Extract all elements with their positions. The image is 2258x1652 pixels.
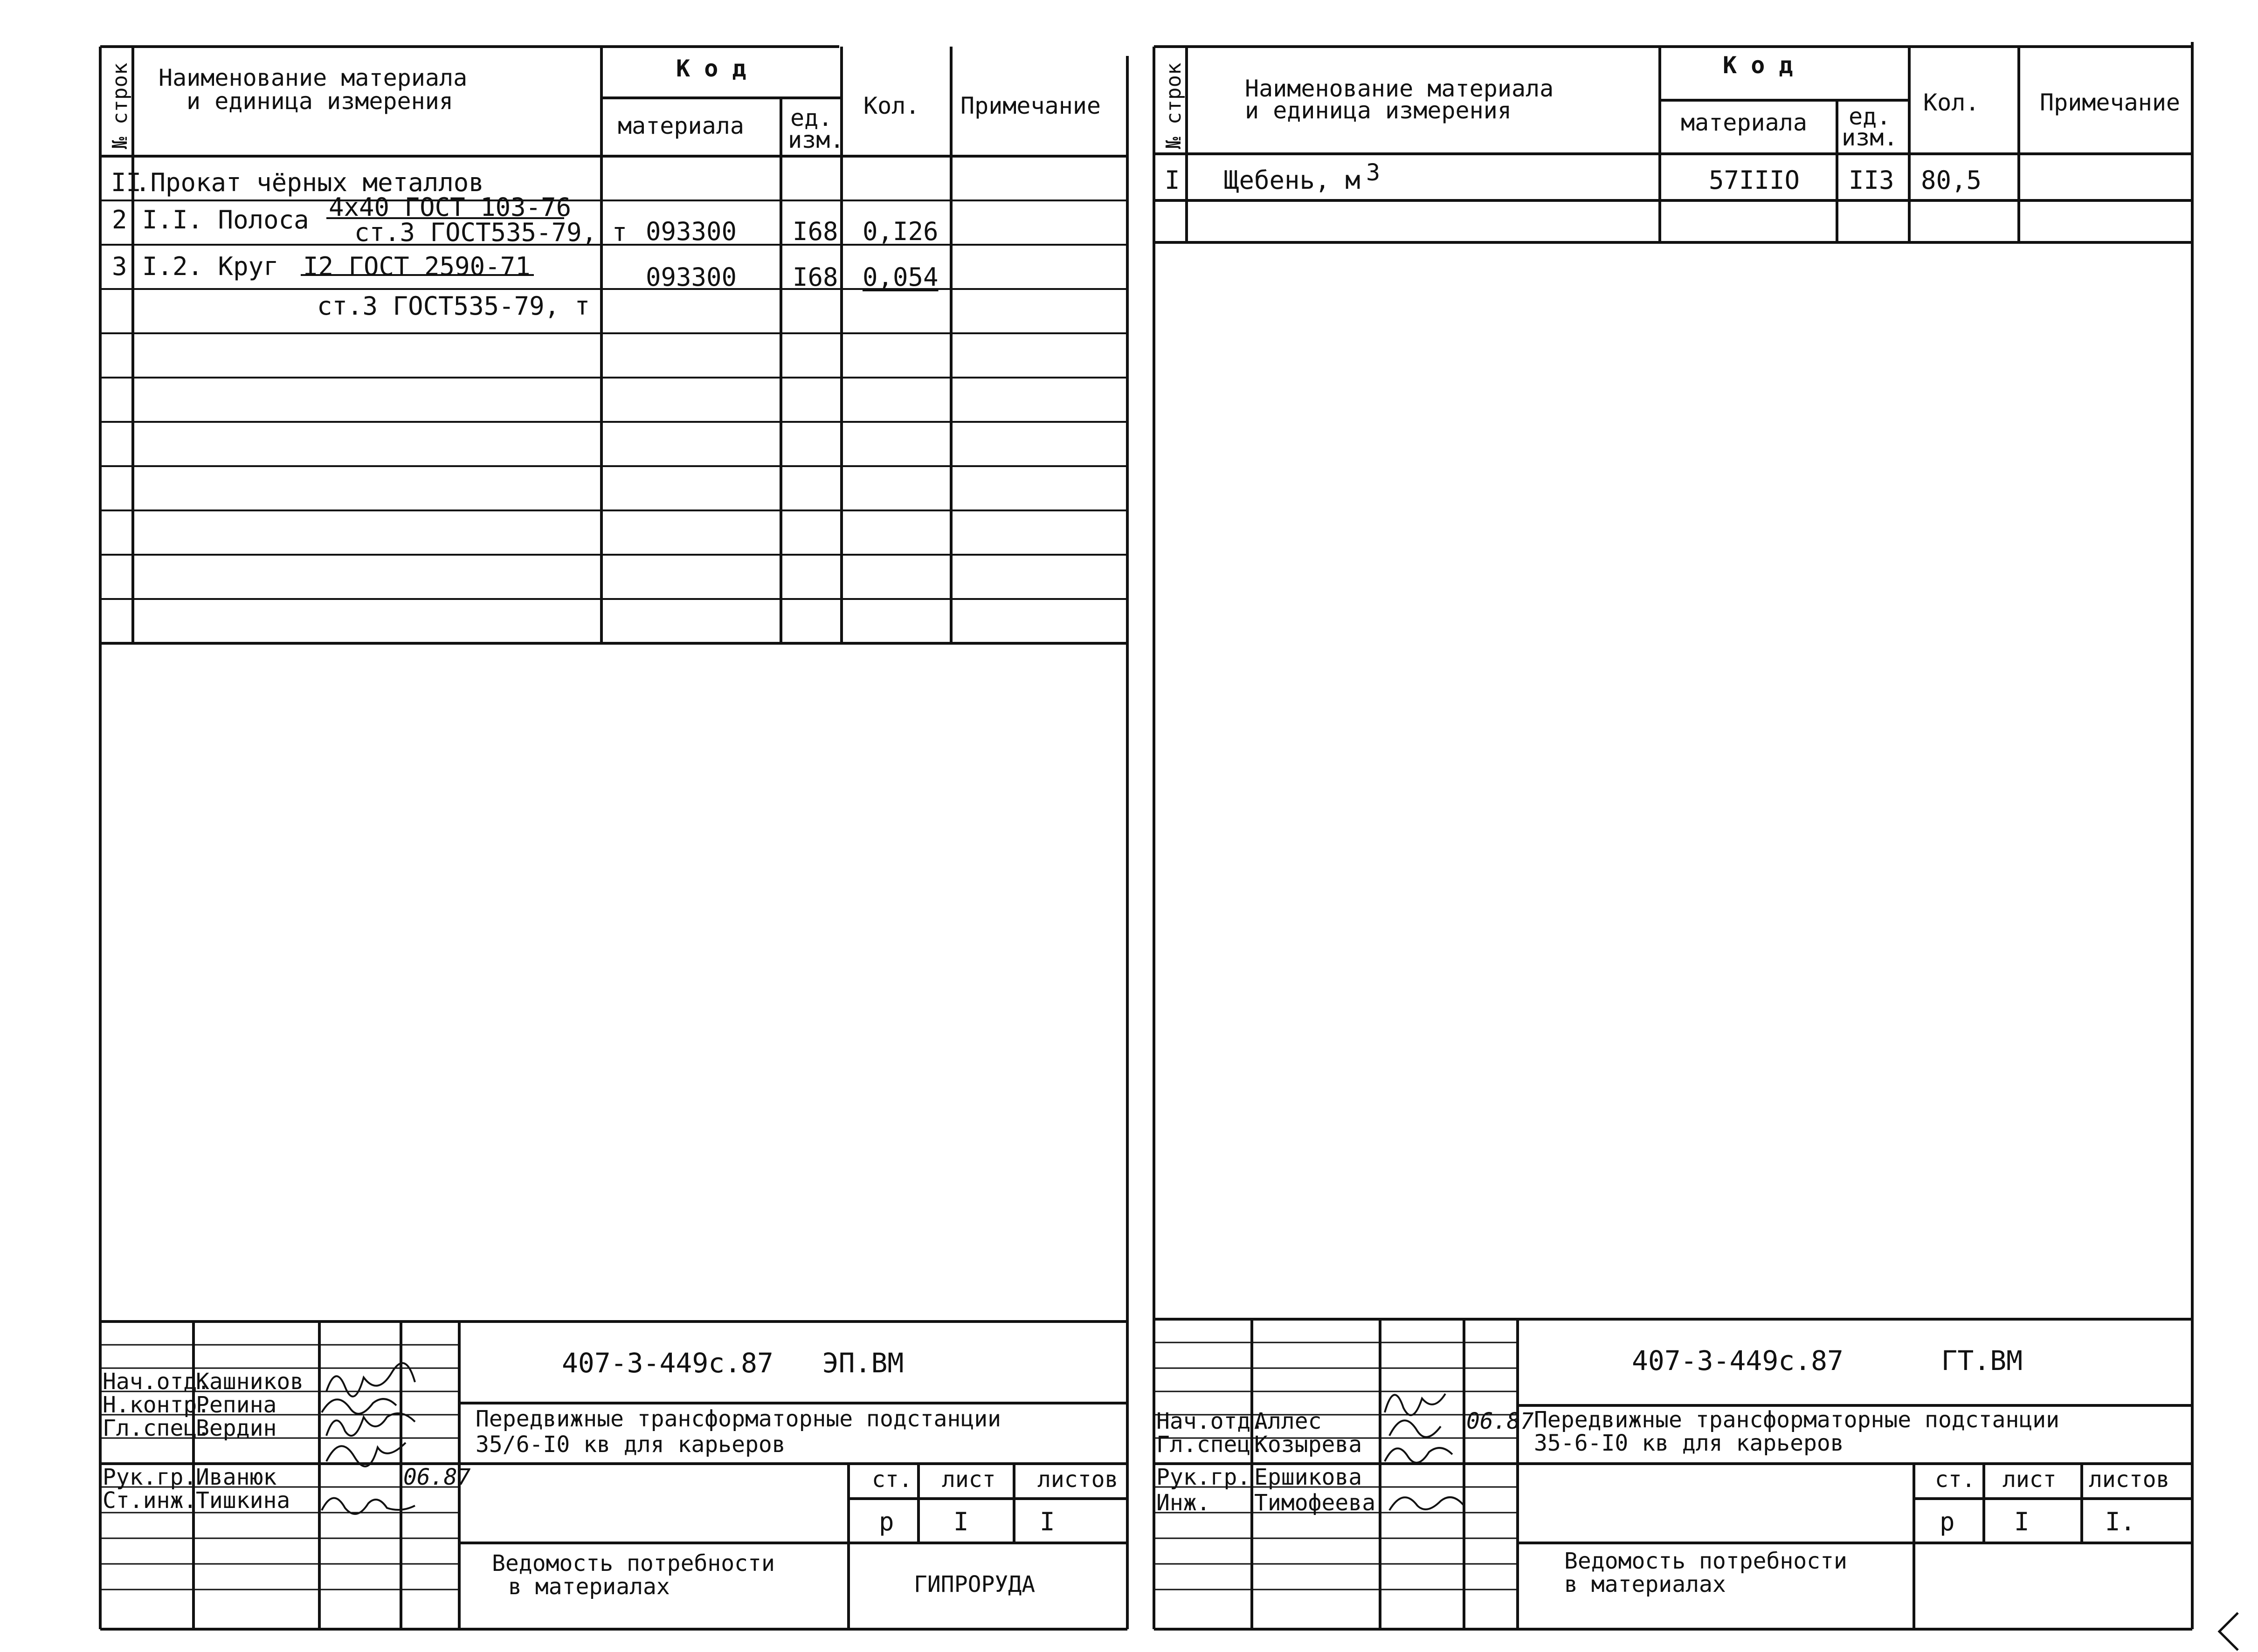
organization: ГИПРОРУДА <box>914 1571 1036 1597</box>
unit-header-line2: изм. <box>1842 124 1898 151</box>
doc-name-line1: Ведомость потребности <box>492 1550 775 1576</box>
code-header: К о д <box>1723 52 1793 79</box>
note-header: Примечание <box>960 92 1101 119</box>
material-header: материала <box>1681 109 1807 136</box>
project-line2: 35-6-I0 кв для карьеров <box>1534 1430 1844 1456</box>
person-5-role: Ст.инж. <box>103 1487 197 1514</box>
unit-header-line1: ед. <box>1849 103 1891 130</box>
sheet-value: I <box>953 1507 969 1536</box>
row-3-name: I.2. Круг <box>142 252 279 281</box>
material-header: материала <box>618 112 744 139</box>
code-header: К о д <box>676 55 746 82</box>
person-4-name: Тимофеева <box>1254 1490 1376 1516</box>
person-1-date: 06.87 <box>1466 1408 1534 1434</box>
person-4-date: 06.87 <box>403 1464 471 1490</box>
note-header: Примечание <box>2040 89 2181 116</box>
unit-header-line1: ед. <box>790 104 833 131</box>
row-3-spec-top: I2 ГОСТ 2590-71 <box>303 252 531 281</box>
sheet-label: лист <box>2003 1466 2057 1493</box>
person-1-role: Нач.отд. <box>103 1369 211 1395</box>
person-4-role: Инж. <box>1156 1490 1210 1516</box>
project-line1: Передвижные трансформаторные подстанции <box>1534 1407 2060 1433</box>
project-line2: 35/6-I0 кв для карьеров <box>476 1432 786 1458</box>
qty-header: Кол. <box>863 92 920 119</box>
person-1-name: Кашников <box>196 1369 304 1395</box>
person-1-role: Нач.отд. <box>1156 1408 1264 1434</box>
person-5-name: Тишкина <box>196 1487 290 1514</box>
person-4-role: Рук.гр. <box>103 1464 197 1490</box>
row-2-name: I.I. Полоса <box>142 205 309 234</box>
doc-name-line1: Ведомость потребности <box>1564 1548 1847 1574</box>
row-3-no: 3 <box>112 252 127 281</box>
stage-label: ст. <box>872 1466 912 1493</box>
row-1-qty: 80,5 <box>1921 165 1982 195</box>
row-3-unit: I68 <box>793 262 838 292</box>
sheets-value: I <box>1040 1507 1055 1536</box>
person-2-role: Н.контр. <box>103 1392 211 1418</box>
sheets-label: листов <box>1037 1466 1119 1493</box>
right-sheet-grid <box>1138 0 2258 1652</box>
project-line1: Передвижные трансформаторные подстанции <box>476 1406 1001 1432</box>
row-2-unit: I68 <box>793 217 838 246</box>
row-number-header: № строк <box>108 62 132 149</box>
person-2-name: Козырева <box>1254 1432 1362 1458</box>
row-3-code: 093300 <box>646 262 737 292</box>
row-number-header: № строк <box>1162 62 1186 149</box>
row-3-qty: 0,054 <box>863 262 939 292</box>
name-header-line1: Наименование материала <box>159 64 468 91</box>
sheet-label: лист <box>942 1466 996 1493</box>
person-2-name: Репина <box>196 1392 277 1418</box>
row-2-spec-bottom: ст.3 ГОСТ535-79, т <box>354 218 628 247</box>
person-1-name: Аллес <box>1254 1408 1322 1434</box>
sheets-label: листов <box>2089 1466 2170 1493</box>
row-1-no: II <box>111 168 142 197</box>
person-3-name: Вердин <box>196 1415 277 1441</box>
stage-value: р <box>879 1507 894 1536</box>
doc-name-line2: в материалах <box>1564 1571 1726 1597</box>
row-3-spec-bottom: ст.3 ГОСТ535-79, т <box>317 291 590 321</box>
person-3-role: Рук.гр. <box>1156 1464 1251 1490</box>
doc-name-line2: в материалах <box>508 1574 670 1600</box>
row-1-name-superscript: 3 <box>1366 159 1381 186</box>
row-2-spec-top: 4x40 ГОСТ 103-76 <box>329 193 572 222</box>
row-2-no: 2 <box>112 205 127 234</box>
name-header-line2: и единица измерения <box>186 88 453 115</box>
name-header-line1: Наименование материала <box>1245 75 1554 102</box>
sheets-value: I. <box>2105 1507 2136 1536</box>
sheet-value: I <box>2014 1507 2030 1536</box>
row-1-name: .Прокат чёрных металлов <box>135 168 484 197</box>
qty-header: Кол. <box>1923 89 1980 116</box>
person-2-role: Гл.спец. <box>1156 1432 1264 1458</box>
doc-code: 407-3-449с.87 ЭП.ВМ <box>562 1347 904 1379</box>
person-4-name: Иванюк <box>196 1464 277 1490</box>
person-3-role: Гл.спец. <box>103 1415 211 1441</box>
right-sheet <box>1138 0 2258 1652</box>
row-1-name: Щебень, м <box>1224 165 1360 195</box>
row-1-no: I <box>1165 165 1180 195</box>
stage-value: р <box>1940 1507 1955 1536</box>
unit-header-line2: изм. <box>788 126 844 153</box>
row-1-code: 57IIIO <box>1709 165 1800 195</box>
row-1-unit: II3 <box>1849 165 1894 195</box>
name-header-line2: и единица измерения <box>1245 97 1512 124</box>
person-3-name: Ершикова <box>1254 1464 1362 1490</box>
row-2-qty: 0,I26 <box>863 217 939 246</box>
doc-code: 407-3-449с.87 ГТ.ВМ <box>1632 1345 2023 1377</box>
stage-label: ст. <box>1935 1466 1975 1493</box>
row-2-code: 093300 <box>646 217 737 246</box>
